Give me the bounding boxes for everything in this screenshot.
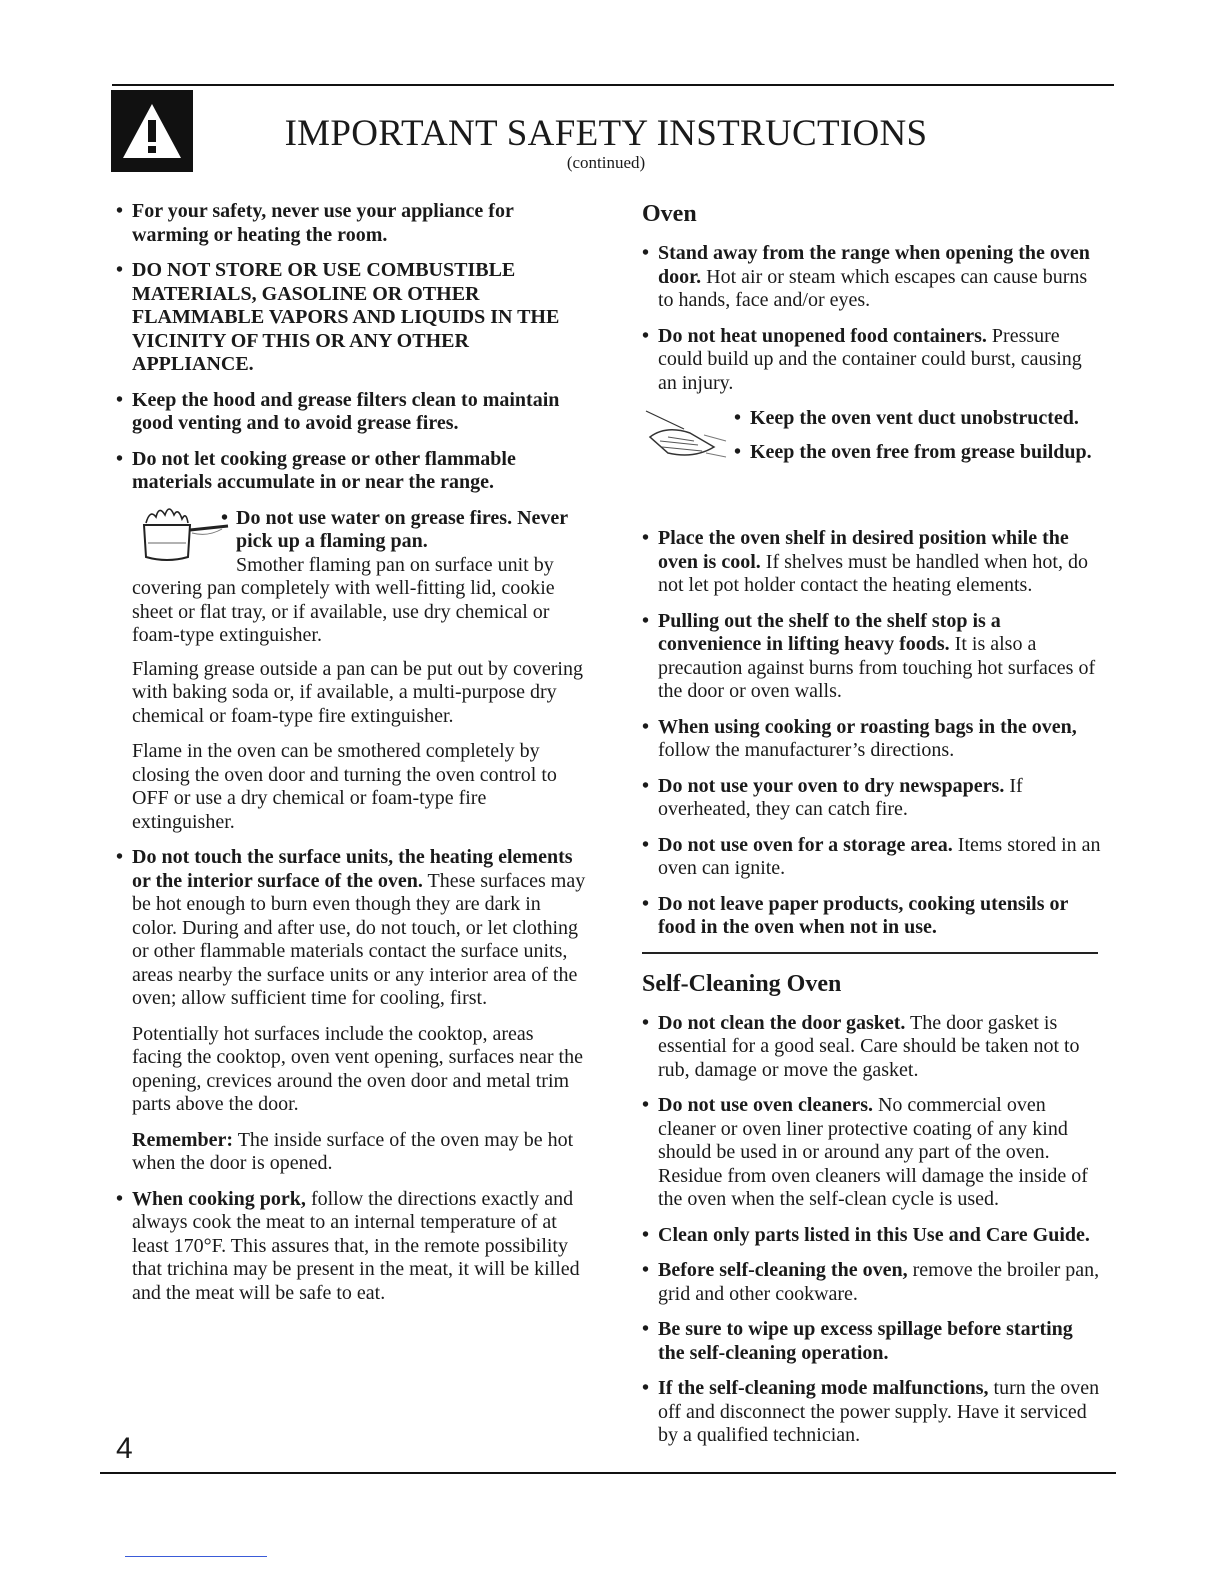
list-item: • Do not let cooking grease or other flammable materials accumulate in or near the range. — [116, 447, 516, 493]
list-item: • Stand away from the range when opening the oven door. Hot air or steam which escapes can cause burns to hands, face and/or eyes. — [642, 242, 1090, 311]
list-item: • Do not clean the door gasket. The door gasket is essential for a good seal. Care should be taken not to rub, damage or move the gasket. — [642, 1011, 1080, 1081]
list-item: • For your safety, never use your appliance for warming or heating the room. — [116, 200, 514, 246]
remember-note: Remember: The inside surface of the oven may be hot when the door is opened. — [132, 1128, 574, 1174]
page-number: 4 — [116, 1432, 133, 1465]
list-item: • Do not use oven for a storage area. Items stored in an oven can ignite. — [642, 833, 1101, 879]
bottom-rule — [100, 1472, 1116, 1474]
list-item: • Keep the oven vent duct unobstructed. — [734, 407, 1079, 429]
paragraph: Flaming grease outside a pan can be put out by covering with baking soda or, if available, a multi-purpose dry chemical or foam-type fire extinguisher. — [132, 657, 583, 727]
left-column — [116, 200, 586, 1317]
page-title: IMPORTANT SAFETY INSTRUCTIONS — [284, 113, 928, 154]
top-rule — [112, 84, 1114, 86]
list-item: • Do not use your oven to dry newspapers. If overheated, they can catch fire. — [642, 774, 1023, 820]
oven-vent-icon — [644, 407, 728, 465]
paragraph: Potentially hot surfaces include the cooktop, areas facing the cooktop, oven vent opening, surfaces near the opening, crevices around the oven door and metal trim parts above the door. — [132, 1022, 583, 1115]
vent-block — [642, 407, 1104, 519]
list-item: • Pulling out the shelf to the shelf stop is a convenience in lifting heavy foods. It is also a precaution against burns from touching hot surfaces of the door or oven walls. — [642, 609, 1096, 702]
section-heading-oven: Oven — [642, 201, 697, 227]
list-item: • DO NOT STORE OR USE COMBUSTIBLE MATERIALS, GASOLINE OR OTHER FLAMMABLE VAPORS AND LIQUIDS IN THE VICINITY OF THIS OR ANY OTHER APPLIANCE. — [116, 259, 560, 375]
list-item: • Clean only parts listed in this Use and Care Guide. — [642, 1223, 1090, 1246]
list-item: • Keep the oven free from grease buildup. — [734, 440, 1092, 463]
list-item: • Do not leave paper products, cooking utensils or food in the oven when not in use. — [642, 892, 1069, 938]
list-item: • Keep the hood and grease filters clean to maintain good venting and to avoid grease fires. — [116, 388, 560, 434]
list-item: • Before self-cleaning the oven, remove the broiler pan, grid and other cookware. — [642, 1259, 1100, 1305]
grease-fire-item: • Do not use water on grease fires. Never pick up a flaming pan. Smother flaming pan on surface unit by covering pan completely with well-fitting lid, cookie sheet or flat tray, or if available, use dry chemical or foam-type extinguisher. — [116, 507, 586, 648]
list-item: • Do not heat unopened food containers. Pressure could build up and the container could burst, causing an injury. — [642, 324, 1082, 394]
paragraph: Flame in the oven can be smothered completely by closing the oven door and turning the oven control to OFF or use a dry chemical or foam-type fire extinguisher. — [132, 740, 557, 833]
right-column — [642, 200, 1104, 1460]
section-divider — [642, 952, 1098, 954]
section-heading-self-cleaning: Self-Cleaning Oven — [642, 970, 842, 997]
footer-link-underline — [125, 1556, 267, 1557]
list-item: • Do not use oven cleaners. No commercial oven cleaner or oven liner protective coating of any kind should be used in or around any part of the oven. Residue from oven cleaners will damage the inside of the oven when the self-clean cycle is used. — [642, 1094, 1088, 1210]
list-item: • If the self-cleaning mode malfunctions, turn the oven off and disconnect the power supply. Have it serviced by a qualified technician. — [642, 1377, 1100, 1446]
grease-fire-text: Smother flaming pan on surface unit by covering pan completely with well-fitting lid, cookie sheet or flat tray, or if available, use dry chemical or foam-type extinguisher. — [132, 553, 555, 646]
list-item: • Be sure to wipe up excess spillage before starting the self-cleaning operation. — [642, 1318, 1073, 1364]
list-item: • Do not touch the surface units, the heating elements or the interior surface of the oven. These surfaces may be hot enough to burn even though they are dark in color. During and after use, do not touch, or let clothing or other flammable materials contact the surface units, areas nearby the surface units or any interior area of the oven; allow sufficient time for cooling, first. — [116, 846, 586, 1009]
list-item: • Place the oven shelf in desired position while the oven is cool. If shelves must be handled when hot, do not let pot holder contact the heating elements. — [642, 527, 1088, 596]
list-item: • When using cooking or roasting bags in the oven, follow the manufacturer’s directions. — [642, 715, 1077, 761]
list-item: • When cooking pork, follow the directions exactly and always cook the meat to an internal temperature of at least 170°F. This assures that, in the remote possibility that trichina may be present in the meat, it will be killed and the meat will be safe to eat. — [116, 1187, 580, 1304]
warning-triangle-icon — [111, 90, 193, 172]
page-subtitle: (continued) — [566, 153, 646, 172]
